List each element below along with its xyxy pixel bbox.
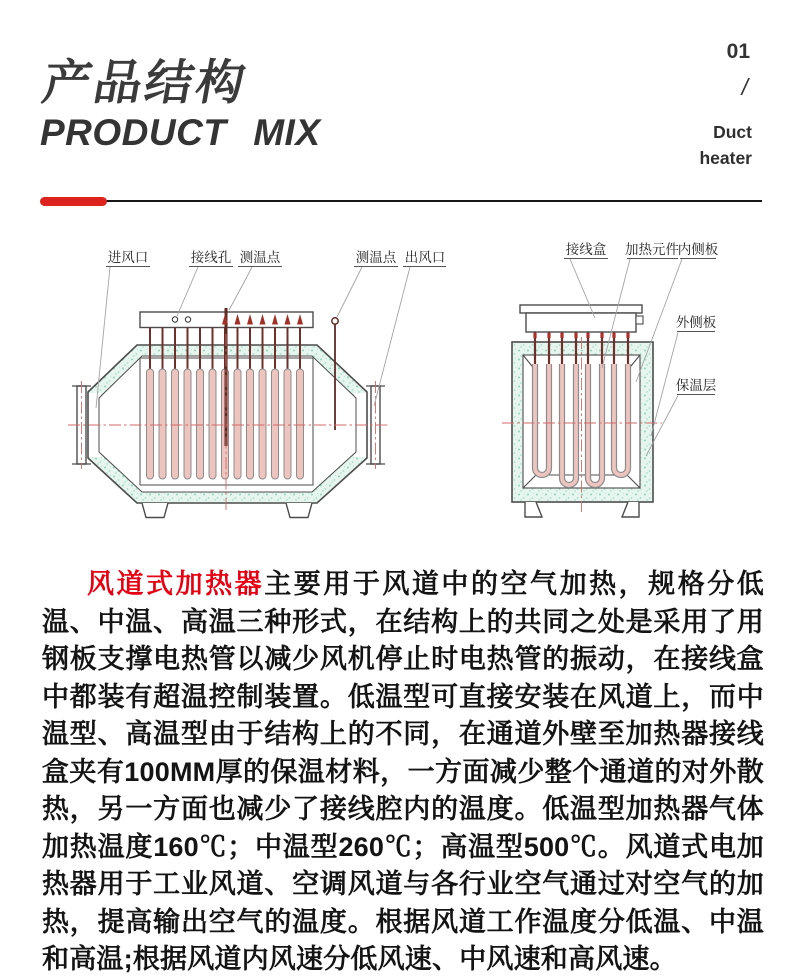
label-temp-point-right: 测温点 xyxy=(355,250,397,265)
label-heating-element: 加热元件 xyxy=(625,242,679,257)
diagram-left-labels xyxy=(106,249,446,267)
section-number: 01 xyxy=(726,40,750,63)
label-air-outlet: 出风口 xyxy=(404,250,446,265)
product-description-lead: 风道式加热器 xyxy=(87,569,265,599)
product-description xyxy=(42,566,764,977)
diagram-duct-heater-side-view xyxy=(40,240,450,530)
support-feet xyxy=(525,502,639,517)
diagram-duct-heater-cross-section xyxy=(490,240,735,530)
support-feet xyxy=(142,503,312,518)
label-temp-point-left: 测温点 xyxy=(239,250,281,265)
label-wiring-hole: 接线孔 xyxy=(190,250,232,265)
label-outer-plate: 外侧板 xyxy=(675,315,717,330)
label-air-inlet: 进风口 xyxy=(107,250,149,265)
section-category xyxy=(699,119,752,171)
header-rule-accent xyxy=(40,197,107,206)
label-junction-box: 接线盒 xyxy=(565,242,607,257)
product-description-body: 主要用于风道中的空气加热，规格分低温、中温、高温三种形式，在结构上的共同之处是采用了用钢板支撑电热管以减少风机停止时电热管的振动，在接线盒中都装有超温控制装置。低温型可直接安装在风道上，而中温型、高温型由于结构上的不同，在通道外壁至加热器接线盒夹有100MM厚的保温材料，一方面减少整个通道的对外散热，另一方面也减少了接线腔内的温度。低温型加热器气体加热温度160℃；中温型260℃；高温型500℃。风道式电加热器用于工业风道、空调风道与各行业空气通过对空气的加热，提高输出空气的温度。根据风道工作温度分低温、中温和高温;根据风道内风速分低风速、中风速和高风速。 xyxy=(42,569,764,974)
header-rule xyxy=(45,200,762,202)
page-title-chinese: 产品结构 xyxy=(38,57,252,110)
section-category-line2: heater xyxy=(699,148,752,168)
label-insulation-layer: 保温层 xyxy=(675,378,717,393)
label-inner-plate: 内侧板 xyxy=(677,242,719,257)
page-title-english: PRODUCT MIX xyxy=(40,112,321,153)
slash-divider: / xyxy=(741,74,748,100)
junction-box xyxy=(520,305,643,332)
section-category-line1: Duct xyxy=(713,122,752,142)
